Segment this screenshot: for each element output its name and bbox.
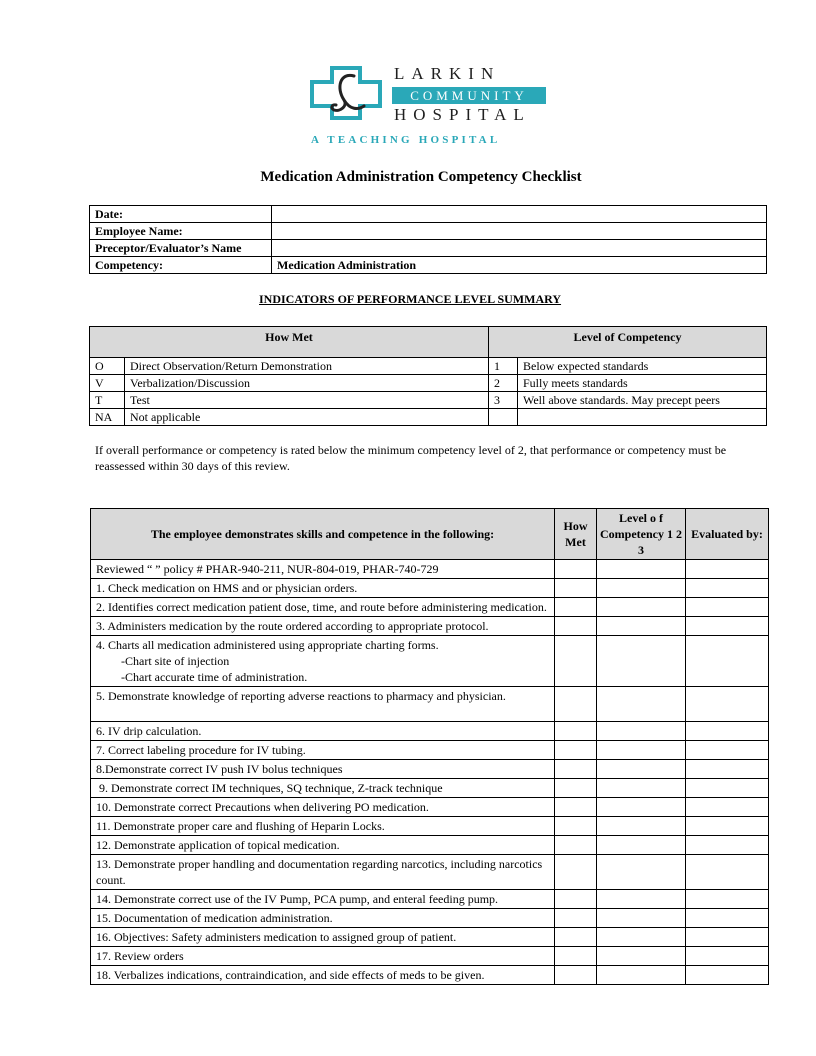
table-row bbox=[91, 890, 769, 909]
level-cell[interactable] bbox=[597, 741, 686, 760]
evaluator-name-field[interactable] bbox=[272, 240, 767, 257]
evaluated-by-cell[interactable] bbox=[686, 947, 769, 966]
hospital-logo bbox=[308, 64, 548, 150]
level-cell[interactable] bbox=[597, 560, 686, 579]
skill-column-header: The employee demonstrates skills and competence in the following: bbox=[91, 509, 555, 560]
logo-line-community: COMMUNITY bbox=[392, 87, 546, 104]
employee-name-label: Employee Name: bbox=[90, 223, 272, 240]
level-cell[interactable] bbox=[597, 836, 686, 855]
how-met-cell[interactable] bbox=[555, 760, 597, 779]
level-cell[interactable] bbox=[597, 722, 686, 741]
evaluated-by-column-header: Evaluated by: bbox=[686, 509, 769, 560]
how-cell: Not applicable bbox=[125, 409, 489, 426]
how-met-column-header: How Met bbox=[555, 509, 597, 560]
competency-value: Medication Administration bbox=[272, 257, 767, 274]
how-met-cell[interactable] bbox=[555, 779, 597, 798]
level-cell[interactable] bbox=[597, 760, 686, 779]
evaluated-by-cell[interactable] bbox=[686, 779, 769, 798]
table-row bbox=[91, 947, 769, 966]
evaluated-by-cell[interactable] bbox=[686, 928, 769, 947]
skill-item: 11. Demonstrate proper care and flushing of Heparin Locks. bbox=[91, 817, 555, 836]
code-cell: NA bbox=[90, 409, 125, 426]
table-row bbox=[91, 560, 769, 579]
how-met-cell[interactable] bbox=[555, 579, 597, 598]
skill-item: 14. Demonstrate correct use of the IV Pump, PCA pump, and enteral feeding pump. bbox=[91, 890, 555, 909]
page-title: Medication Administration Competency Checklist bbox=[260, 169, 582, 185]
table-row bbox=[91, 909, 769, 928]
how-met-cell[interactable] bbox=[555, 687, 597, 722]
table-row bbox=[91, 636, 769, 687]
evaluated-by-cell[interactable] bbox=[686, 598, 769, 617]
skill-subitem: -Chart site of injection bbox=[121, 654, 230, 668]
how-cell: Verbalization/Discussion bbox=[125, 375, 489, 392]
how-met-header: How Met bbox=[90, 327, 489, 358]
code-cell: V bbox=[90, 375, 125, 392]
evaluated-by-cell[interactable] bbox=[686, 722, 769, 741]
evaluated-by-cell[interactable] bbox=[686, 836, 769, 855]
how-met-cell[interactable] bbox=[555, 598, 597, 617]
table-row bbox=[91, 779, 769, 798]
evaluated-by-cell[interactable] bbox=[686, 798, 769, 817]
table-row bbox=[91, 598, 769, 617]
level-cell[interactable] bbox=[597, 779, 686, 798]
how-met-cell[interactable] bbox=[555, 617, 597, 636]
level-cell: Below expected standards bbox=[517, 358, 766, 375]
level-header: Level of Competency bbox=[488, 327, 766, 358]
how-met-cell[interactable] bbox=[555, 722, 597, 741]
level-cell[interactable] bbox=[597, 855, 686, 890]
table-row bbox=[91, 722, 769, 741]
level-cell[interactable] bbox=[597, 817, 686, 836]
table-row bbox=[91, 741, 769, 760]
how-met-cell[interactable] bbox=[555, 947, 597, 966]
table-row bbox=[91, 760, 769, 779]
skill-item: 8.Demonstrate correct IV push IV bolus techniques bbox=[91, 760, 555, 779]
how-met-cell[interactable] bbox=[555, 741, 597, 760]
level-cell[interactable] bbox=[597, 687, 686, 722]
level-num-cell bbox=[488, 409, 517, 426]
competency-label: Competency: bbox=[90, 257, 272, 274]
level-column-header: Level o f Competency 1 2 3 bbox=[597, 509, 686, 560]
evaluated-by-cell[interactable] bbox=[686, 617, 769, 636]
evaluated-by-cell[interactable] bbox=[686, 687, 769, 722]
evaluated-by-cell[interactable] bbox=[686, 855, 769, 890]
skill-item: 7. Correct labeling procedure for IV tubing. bbox=[91, 741, 555, 760]
table-row bbox=[91, 817, 769, 836]
how-met-cell[interactable] bbox=[555, 817, 597, 836]
how-met-cell[interactable] bbox=[555, 560, 597, 579]
skill-item-with-subitems bbox=[91, 636, 555, 687]
skill-item: 12. Demonstrate application of topical medication. bbox=[91, 836, 555, 855]
logo-tagline: A TEACHING HOSPITAL bbox=[311, 134, 501, 146]
level-cell[interactable] bbox=[597, 636, 686, 687]
evaluated-by-cell[interactable] bbox=[686, 636, 769, 687]
table-row bbox=[91, 798, 769, 817]
evaluated-by-cell[interactable] bbox=[686, 909, 769, 928]
evaluated-by-cell[interactable] bbox=[686, 579, 769, 598]
how-met-cell[interactable] bbox=[555, 890, 597, 909]
level-num-cell: 1 bbox=[488, 358, 517, 375]
level-cell[interactable] bbox=[597, 579, 686, 598]
code-cell: O bbox=[90, 358, 125, 375]
skill-item: 4. Charts all medication administered using appropriate charting forms. bbox=[96, 638, 439, 652]
how-cell: Direct Observation/Return Demonstration bbox=[125, 358, 489, 375]
table-header-row bbox=[90, 327, 767, 358]
summary-title: INDICATORS OF PERFORMANCE LEVEL SUMMARY bbox=[259, 292, 562, 306]
level-num-cell: 2 bbox=[488, 375, 517, 392]
reassessment-note: If overall performance or competency is rated below the minimum competency level of 2, that performance or competency must be reassessed within 30 days of this review. bbox=[95, 443, 727, 473]
level-cell: Well above standards. May precept peers bbox=[517, 392, 766, 409]
level-cell[interactable] bbox=[597, 598, 686, 617]
code-cell: T bbox=[90, 392, 125, 409]
logo-cross-icon bbox=[310, 66, 382, 120]
level-cell[interactable] bbox=[597, 890, 686, 909]
table-row bbox=[90, 240, 767, 257]
skill-item: 13. Demonstrate proper handling and documentation regarding narcotics, including narcotics count. bbox=[91, 855, 555, 890]
employee-info-table bbox=[89, 205, 767, 274]
how-met-cell[interactable] bbox=[555, 836, 597, 855]
how-met-cell[interactable] bbox=[555, 928, 597, 947]
table-row bbox=[90, 206, 767, 223]
skill-item: 2. Identifies correct medication patient dose, time, and route before administering medication. bbox=[91, 598, 555, 617]
evaluated-by-cell[interactable] bbox=[686, 817, 769, 836]
table-row bbox=[91, 928, 769, 947]
table-row bbox=[90, 392, 767, 409]
table-row bbox=[90, 257, 767, 274]
table-row bbox=[91, 836, 769, 855]
table-row bbox=[91, 966, 769, 985]
level-cell[interactable] bbox=[597, 966, 686, 985]
table-row bbox=[91, 855, 769, 890]
table-row bbox=[91, 617, 769, 636]
table-header-row bbox=[91, 509, 769, 560]
skill-item: 17. Review orders bbox=[91, 947, 555, 966]
skill-item: Reviewed “ ” policy # PHAR-940-211, NUR-804-019, PHAR-740-729 bbox=[91, 560, 555, 579]
skill-item: 3. Administers medication by the route ordered according to appropriate protocol. bbox=[91, 617, 555, 636]
skill-item: 15. Documentation of medication administration. bbox=[91, 909, 555, 928]
logo-line-hospital: HOSPITAL bbox=[394, 105, 531, 124]
how-met-cell[interactable] bbox=[555, 966, 597, 985]
how-met-cell[interactable] bbox=[555, 798, 597, 817]
level-cell[interactable] bbox=[597, 798, 686, 817]
skill-item: 6. IV drip calculation. bbox=[91, 722, 555, 741]
skill-item: 18. Verbalizes indications, contraindication, and side effects of meds to be given. bbox=[91, 966, 555, 985]
skill-item: 9. Demonstrate correct IM techniques, SQ technique, Z-track technique bbox=[91, 779, 555, 798]
evaluated-by-cell[interactable] bbox=[686, 890, 769, 909]
level-num-cell: 3 bbox=[488, 392, 517, 409]
table-row bbox=[90, 375, 767, 392]
table-row bbox=[91, 579, 769, 598]
performance-summary-table bbox=[89, 326, 767, 426]
employee-name-field[interactable] bbox=[272, 223, 767, 240]
level-cell bbox=[517, 409, 766, 426]
skill-item: 1. Check medication on HMS and or physician orders. bbox=[91, 579, 555, 598]
level-cell: Fully meets standards bbox=[517, 375, 766, 392]
level-cell[interactable] bbox=[597, 617, 686, 636]
table-row bbox=[90, 409, 767, 426]
evaluated-by-cell[interactable] bbox=[686, 741, 769, 760]
evaluated-by-cell[interactable] bbox=[686, 560, 769, 579]
skills-checklist-table bbox=[90, 508, 769, 985]
date-label: Date: bbox=[90, 206, 272, 223]
skill-item: 16. Objectives: Safety administers medication to assigned group of patient. bbox=[91, 928, 555, 947]
logo-line-larkin: LARKIN bbox=[394, 64, 501, 83]
how-cell: Test bbox=[125, 392, 489, 409]
level-cell[interactable] bbox=[597, 909, 686, 928]
level-cell[interactable] bbox=[597, 947, 686, 966]
how-met-cell[interactable] bbox=[555, 636, 597, 687]
evaluator-name-label: Preceptor/Evaluator’s Name bbox=[90, 240, 272, 257]
table-row bbox=[90, 358, 767, 375]
level-cell[interactable] bbox=[597, 928, 686, 947]
date-field[interactable] bbox=[272, 206, 767, 223]
skill-item: 5. Demonstrate knowledge of reporting adverse reactions to pharmacy and physician. bbox=[91, 687, 555, 722]
evaluated-by-cell[interactable] bbox=[686, 966, 769, 985]
how-met-cell[interactable] bbox=[555, 909, 597, 928]
skill-item: 10. Demonstrate correct Precautions when delivering PO medication. bbox=[91, 798, 555, 817]
table-row bbox=[90, 223, 767, 240]
table-row bbox=[91, 687, 769, 722]
skill-subitem: -Chart accurate time of administration. bbox=[121, 670, 308, 684]
how-met-cell[interactable] bbox=[555, 855, 597, 890]
evaluated-by-cell[interactable] bbox=[686, 760, 769, 779]
